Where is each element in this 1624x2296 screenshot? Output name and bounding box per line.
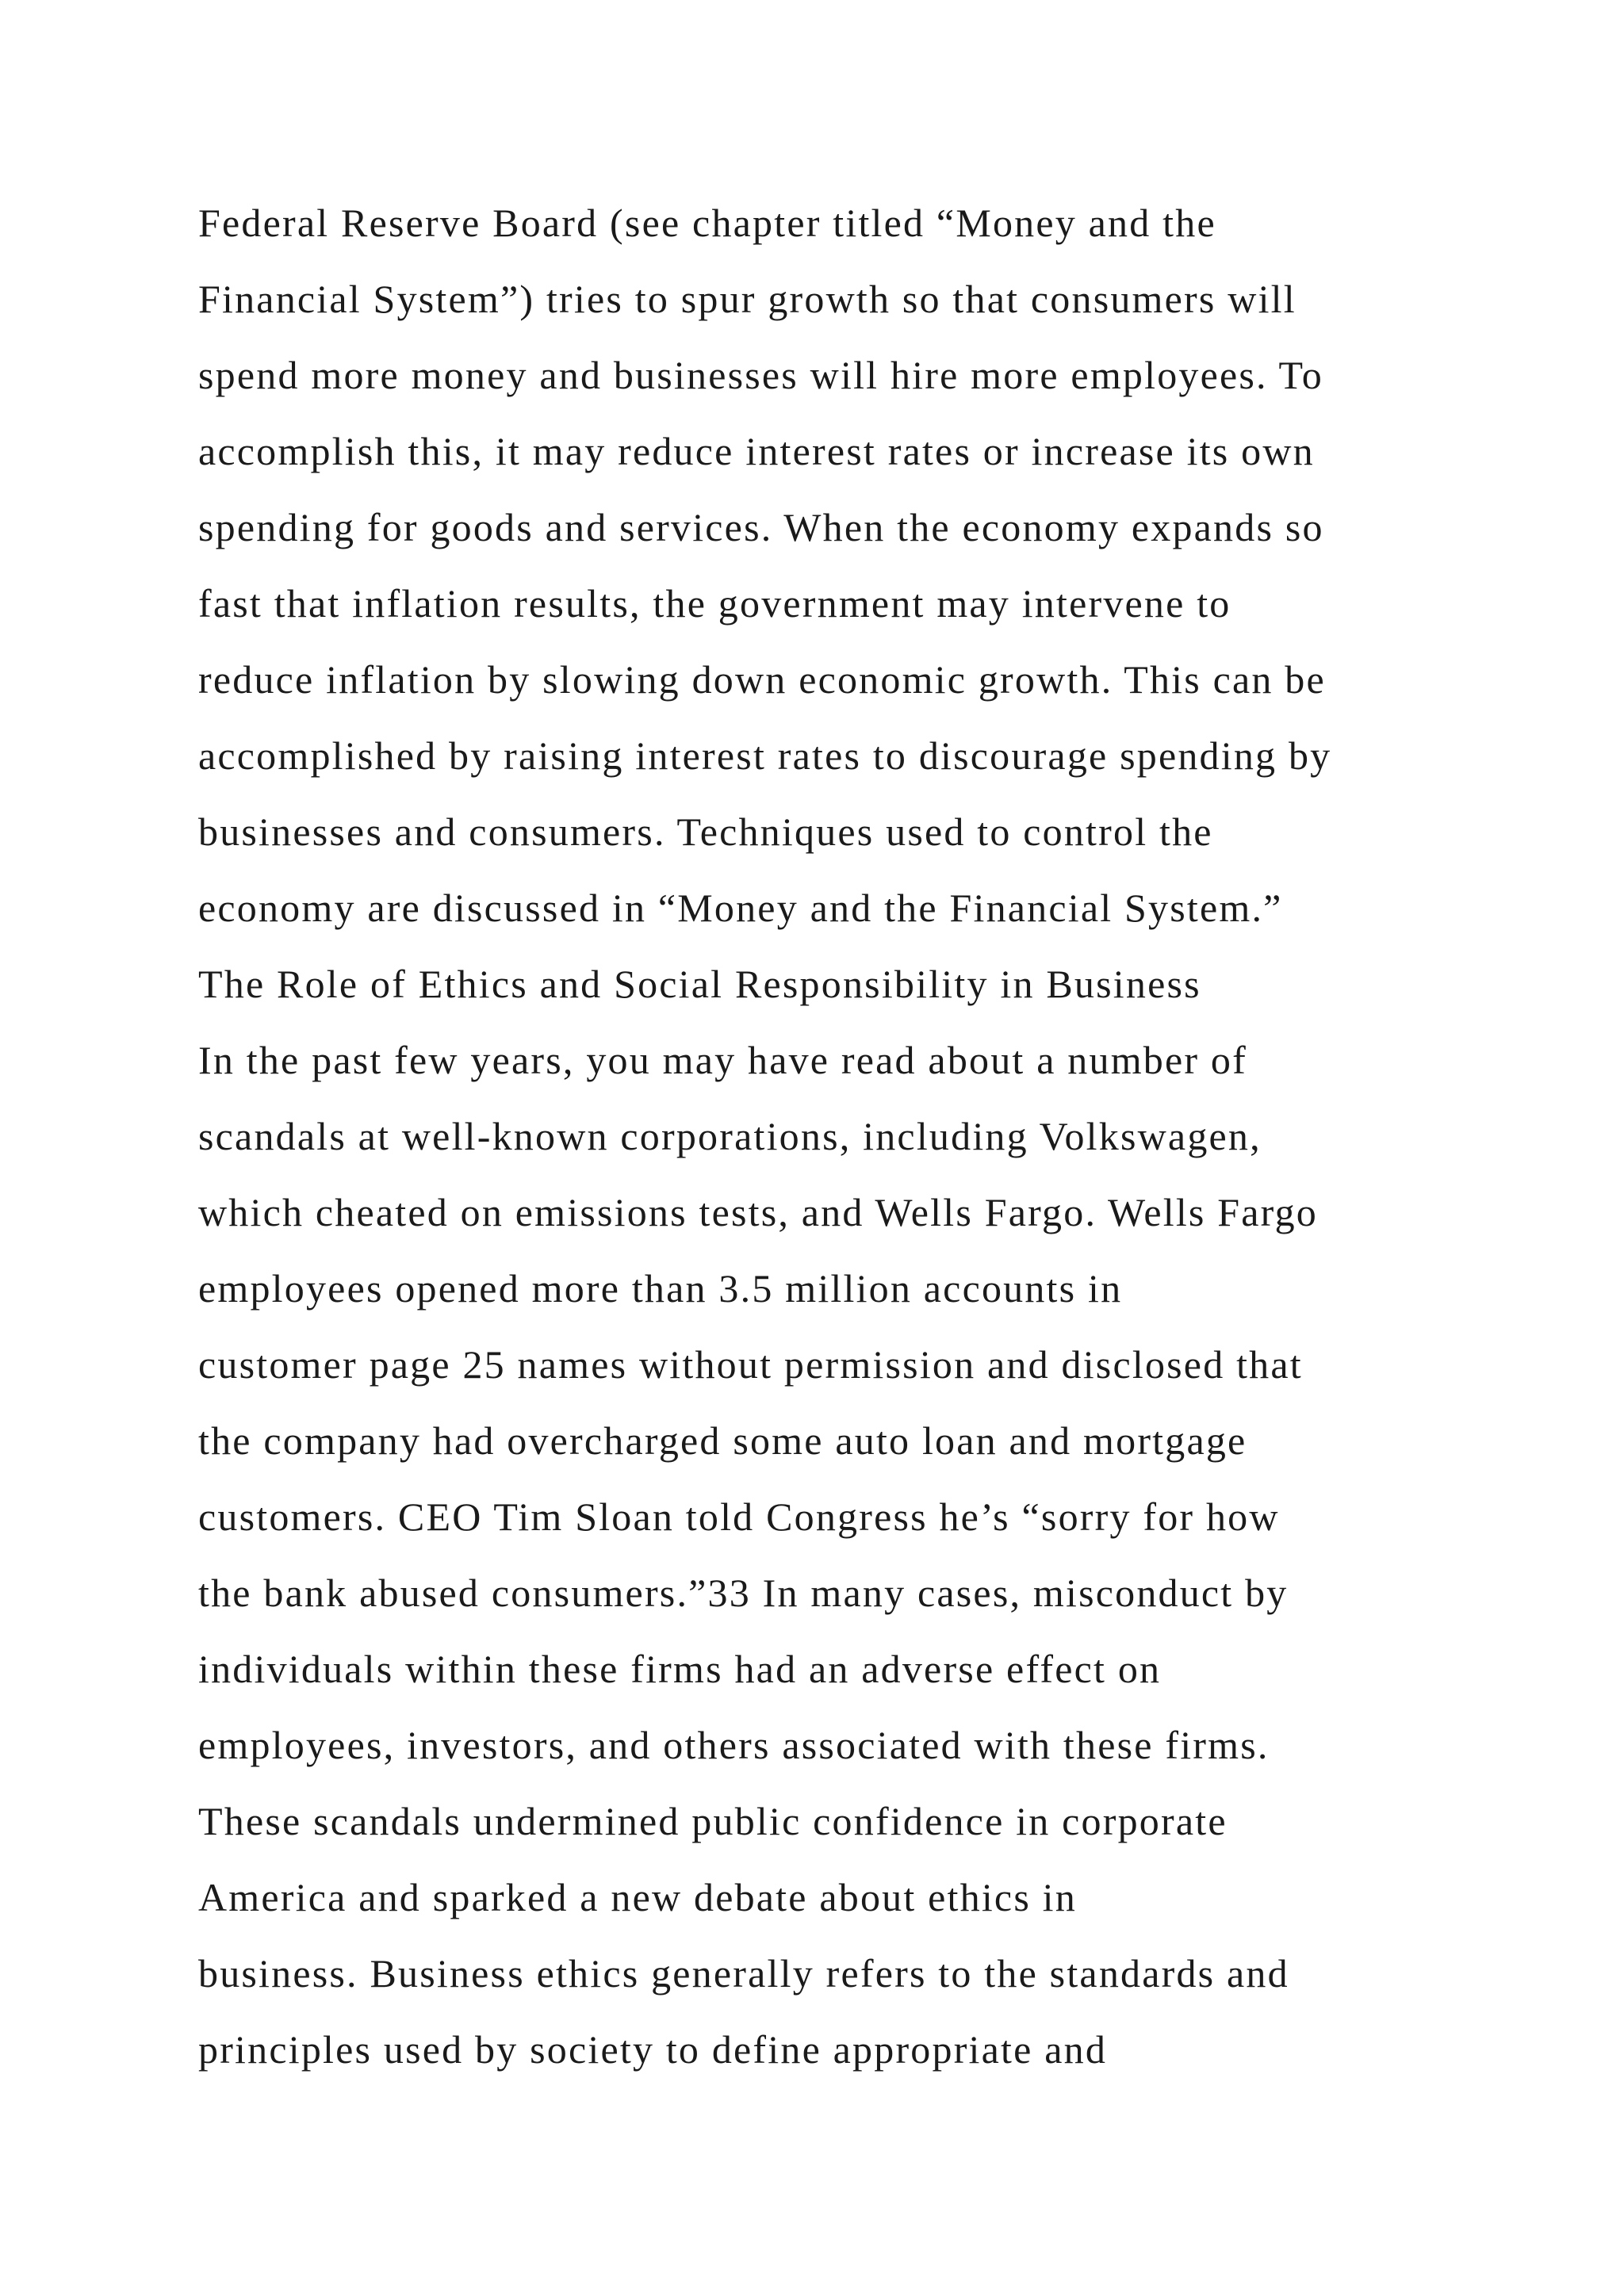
text-line: Financial System”) tries to spur growth so that consumers will [198, 277, 1297, 321]
text-line: In the past few years, you may have read about a number of [198, 1038, 1247, 1082]
text-line: employees, investors, and others associated with these firms. [198, 1723, 1270, 1767]
text-line: reduce inflation by slowing down economic growth. This can be [198, 657, 1326, 702]
text-line: spend more money and businesses will hire more employees. To [198, 353, 1323, 397]
text-line: America and sparked a new debate about ethics in [198, 1875, 1077, 1919]
text-line: principles used by society to define appropriate and [198, 2027, 1108, 2072]
text-line: the company had overcharged some auto loan and mortgage [198, 1418, 1247, 1463]
section-heading: The Role of Ethics and Social Responsibility in Business [198, 962, 1201, 1006]
text-line: customer page 25 names without permission and disclosed that [198, 1342, 1303, 1387]
text-line: the bank abused consumers.”33 In many cases, misconduct by [198, 1571, 1289, 1615]
text-line: customers. CEO Tim Sloan told Congress he’s “sorry for how [198, 1494, 1280, 1539]
text-line: individuals within these firms had an adverse effect on [198, 1647, 1162, 1691]
text-line: scandals at well-known corporations, including Volkswagen, [198, 1114, 1262, 1158]
text-line: business. Business ethics generally refers to the standards and [198, 1951, 1289, 1996]
text-line: spending for goods and services. When the economy expands so [198, 505, 1324, 549]
text-line: These scandals undermined public confidence in corporate [198, 1799, 1228, 1843]
body-text [198, 197, 1562, 2100]
text-line: fast that inflation results, the government may intervene to [198, 581, 1231, 626]
text-line: accomplished by raising interest rates to discourage spending by [198, 733, 1332, 778]
text-line: which cheated on emissions tests, and Wells Fargo. Wells Fargo [198, 1190, 1319, 1234]
text-line: accomplish this, it may reduce interest rates or increase its own [198, 429, 1315, 473]
text-line: employees opened more than 3.5 million accounts in [198, 1266, 1123, 1311]
text-line: Federal Reserve Board (see chapter titled “Money and the [198, 201, 1216, 245]
text-line: economy are discussed in “Money and the Financial System.” [198, 886, 1283, 930]
text-line: businesses and consumers. Techniques used to control the [198, 809, 1213, 854]
